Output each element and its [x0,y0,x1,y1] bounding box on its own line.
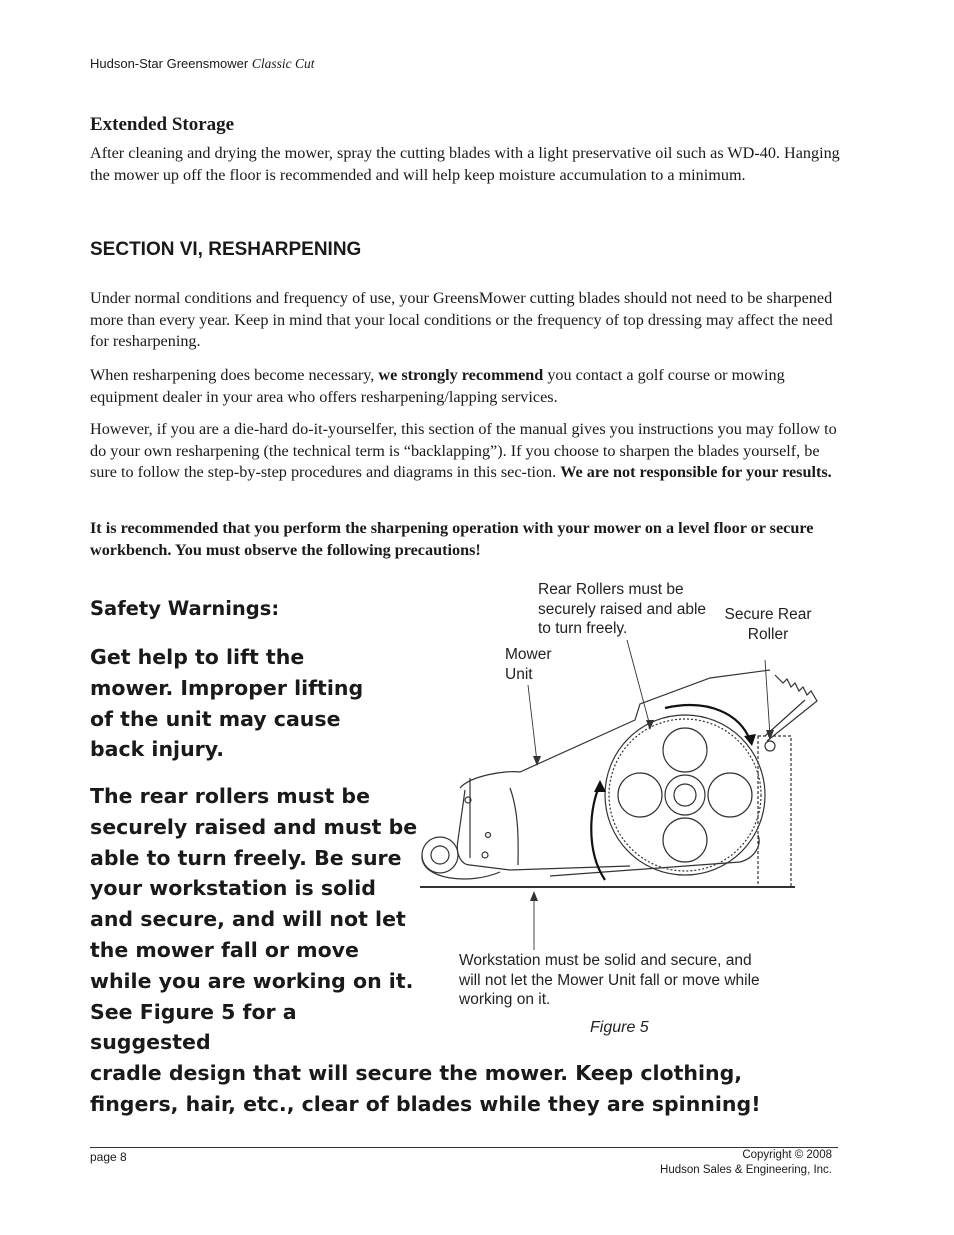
figure-5-diagram [410,640,830,960]
precaution-paragraph: It is recommended that you perform the sharpening operation with your mower on a level floor or secure workbench. You must observe the following precautions! [90,519,814,559]
section-heading: SECTION VI, RESHARPENING [90,239,362,260]
p2-text-a: When resharpening does become necessary, [90,366,379,384]
p2-bold: we strongly recommend [378,366,544,384]
resharpening-paragraph-2 [90,365,840,408]
extended-storage-heading: Extended Storage [90,114,235,135]
footer-copyright [660,1148,832,1178]
label-workstation: Workstation must be solid and secure, and will not let the Mower Unit fall or move while working on it. [459,952,760,1008]
warning-rollers: The rear rollers must be securely raised and must be able to turn freely. Be sure your workstation is solid and secure, and will not let the mower fall or move while you are working on it. See Figure 5 for a suggested [90,784,418,1055]
p3-text: However, if you are a die-hard do-it-yourselfer, this section of the manual gives you instructions you may follow to do your own resharpening (the technical term is “backlapping”). If you choose to sharpen the blades yourself, be sure to follow the step-by-step procedures and diagrams in this sec-tion. [90,420,837,481]
p3-bold: We are not responsible for your results. [560,463,832,481]
resharpening-paragraph-3 [90,419,842,484]
resharpening-paragraph-1: Under normal conditions and frequency of use, your GreensMower cutting blades should not need to be sharpened more than every year. Keep in mind that your local conditions or the frequency of top dressing may affect the need for resharpening. [90,289,833,350]
running-header [90,56,315,72]
copyright-text: Copyright © 2008 [742,1149,832,1161]
p2-text-b: you contact a golf course or mowing equipment dealer in your area who offers resharpening/lapping services. [90,366,785,406]
header-title: Hudson-Star Greensmower [90,56,249,71]
safety-warnings-heading: Safety Warnings: [90,597,280,620]
header-model: Classic Cut [251,56,315,71]
warning-lifting: Get help to lift the mower. Improper lifting of the unit may cause back injury. [90,645,364,762]
page-number: page 8 [90,1150,127,1164]
extended-storage-text: After cleaning and drying the mower, spray the cutting blades with a light preservative oil such as WD-40. Hanging the mower up off the floor is recommended and will help keep moisture accumulation to a minimum. [90,144,840,184]
company-name: Hudson Sales & Engineering, Inc. [660,1164,832,1176]
figure-caption: Figure 5 [590,1019,649,1036]
label-secure-rear-roller: Secure Rear Roller [724,606,812,643]
label-rear-rollers: Rear Rollers must be securely raised and able to turn freely. [538,581,707,637]
label-mower-unit: Mower Unit [505,646,552,683]
warning-rollers-continued: cradle design that will secure the mower. Keep clothing, fingers, hair, etc., clear of blades while they are spinning! [90,1061,761,1116]
